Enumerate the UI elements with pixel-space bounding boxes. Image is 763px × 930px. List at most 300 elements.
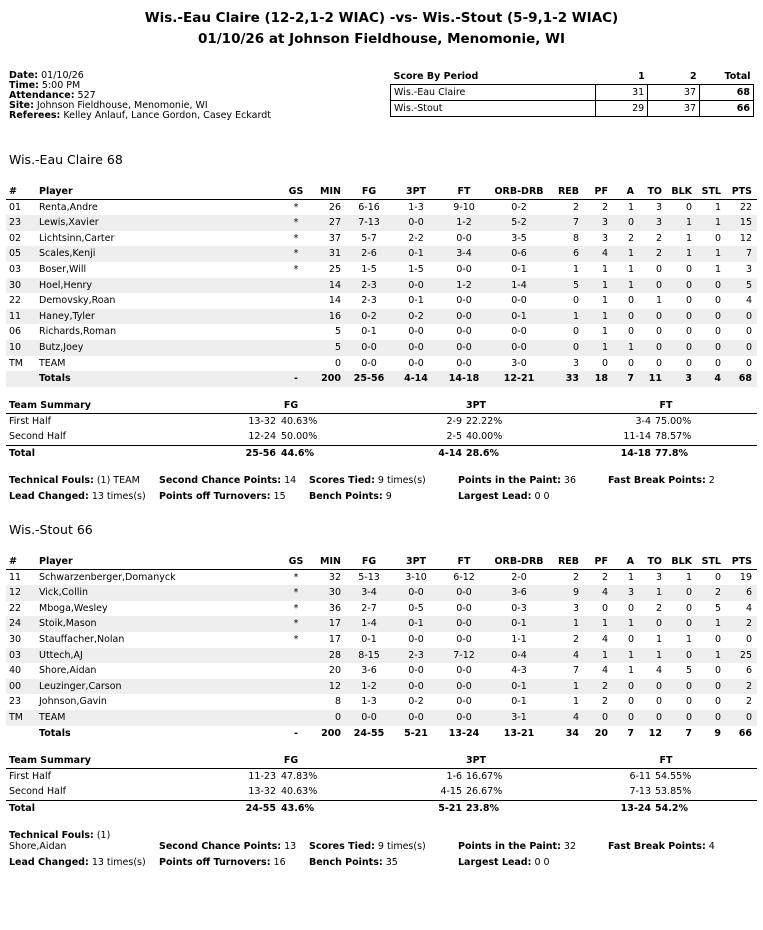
cell-min: 17 <box>328 633 341 645</box>
cell-ft: 14-18 <box>448 373 480 385</box>
cell-3pt: 0-1 <box>408 618 424 630</box>
summary-3pt-header: 3PT <box>465 400 487 411</box>
cell-to: 3 <box>655 217 662 229</box>
cell-min: 26 <box>328 201 341 213</box>
cell-pts: 0 <box>745 341 752 353</box>
cell--: 03 <box>9 263 22 275</box>
cell-ft: FT <box>457 186 471 197</box>
home-points-off-turnovers: Points off Turnovers: 15 <box>159 491 286 502</box>
cell-ft: 0-0 <box>456 665 472 677</box>
cell-pts: 2 <box>745 696 752 708</box>
cell-blk: 0 <box>685 696 692 708</box>
home-lead-changed: Lead Changed: 13 times(s) <box>9 491 146 502</box>
cell-3pt: 0-0 <box>408 279 424 291</box>
cell--: 24 <box>9 618 22 630</box>
summary-ft-pct: 78.57% <box>655 431 692 443</box>
cell-a: 1 <box>627 618 634 630</box>
cell-pf: 0 <box>601 357 608 369</box>
cell-blk: 1 <box>685 633 692 645</box>
summary-fg: 12-24 <box>248 431 276 443</box>
cell--: # <box>9 186 17 197</box>
cell-to: 0 <box>655 326 662 338</box>
cell-orb-drb: 0-0 <box>511 341 527 353</box>
cell-orb-drb: 3-0 <box>511 357 527 369</box>
cell-reb: 4 <box>572 711 579 723</box>
cell-gs: GS <box>288 186 304 197</box>
cell-3pt: 1-3 <box>408 201 424 213</box>
cell-player: Vick,Collin <box>39 587 89 599</box>
cell-orb-drb: ORB-DRB <box>494 186 544 197</box>
player-row <box>6 585 757 601</box>
cell-blk: 0 <box>685 295 692 307</box>
cell-min: 36 <box>328 602 341 614</box>
cell--: 12 <box>9 587 22 599</box>
cell-player: Butz,Joey <box>39 341 84 353</box>
cell-min: 32 <box>328 571 341 583</box>
cell-reb: 6 <box>572 248 579 260</box>
cell-pts: 4 <box>745 602 752 614</box>
cell-min: MIN <box>320 186 341 197</box>
away-lead-changed: Lead Changed: 13 times(s) <box>9 857 146 868</box>
cell-pf: 1 <box>601 649 608 661</box>
cell-reb: 1 <box>572 618 579 630</box>
cell-min: 0 <box>334 357 341 369</box>
cell-fg: 1-5 <box>361 263 377 275</box>
cell-reb: 2 <box>572 633 579 645</box>
cell--: 06 <box>9 326 22 338</box>
cell-fg: 5-13 <box>358 571 380 583</box>
cell-pts: 0 <box>745 357 752 369</box>
cell-to: 4 <box>655 665 662 677</box>
cell-3pt: 0-0 <box>408 341 424 353</box>
cell-player: Totals <box>39 373 71 385</box>
cell-to: 0 <box>655 696 662 708</box>
cell-ft: 3-4 <box>456 248 472 260</box>
cell-fg: 5-7 <box>361 232 377 244</box>
cell--: 11 <box>9 571 22 583</box>
summary-tpt-pct: 26.67% <box>466 786 503 798</box>
cell-pts: PTS <box>731 556 752 567</box>
summary-fg-pct: 40.63% <box>281 415 318 427</box>
summary-ft-header: FT <box>659 755 673 766</box>
cell-pts: 0 <box>745 633 752 645</box>
cell-to: 0 <box>655 279 662 291</box>
player-row <box>6 632 757 648</box>
cell-gs: * <box>293 587 299 599</box>
cell-3pt: 4-14 <box>404 373 428 385</box>
cell-to: 0 <box>655 310 662 322</box>
cell-gs: * <box>293 263 299 275</box>
cell-fg: 24-55 <box>353 727 385 739</box>
cell-reb: 3 <box>572 357 579 369</box>
cell--: 01 <box>9 201 22 213</box>
cell-a: 0 <box>627 602 634 614</box>
cell-fg: FG <box>361 186 377 197</box>
cell-min: 12 <box>328 680 341 692</box>
cell-a: 0 <box>627 633 634 645</box>
cell-stl: 1 <box>714 649 721 661</box>
cell-3pt: 0-0 <box>408 711 424 723</box>
cell-min: 25 <box>328 263 341 275</box>
score-by-period-table <box>390 70 754 117</box>
cell-3pt: 5-21 <box>404 727 428 739</box>
cell-pts: 6 <box>745 587 752 599</box>
cell-pts: 5 <box>745 279 752 291</box>
cell-to: 0 <box>655 680 662 692</box>
cell-pf: 1 <box>601 341 608 353</box>
away-bench-points: Bench Points: 35 <box>309 857 398 868</box>
cell-a: A <box>626 556 634 567</box>
cell-a: 0 <box>627 696 634 708</box>
cell-min: 17 <box>328 618 341 630</box>
summary-ft-pct: 54.2% <box>655 802 688 814</box>
cell-pts: 15 <box>739 217 752 229</box>
cell-blk: 0 <box>685 649 692 661</box>
cell-player: Mboga,Wesley <box>39 602 108 614</box>
summary-fg: 13-32 <box>248 415 276 427</box>
cell-player: Richards,Roman <box>39 326 117 338</box>
summary-tpt-pct: 22.22% <box>466 415 503 427</box>
cell-pts: 0 <box>745 326 752 338</box>
cell-fg: 0-0 <box>361 341 377 353</box>
cell-min: 16 <box>328 310 341 322</box>
cell-ft: 0-0 <box>456 618 472 630</box>
cell-pts: 19 <box>739 571 752 583</box>
cell-orb-drb: 0-0 <box>511 295 527 307</box>
cell-orb-drb: 4-3 <box>511 665 527 677</box>
summary-ft-pct: 53.85% <box>655 786 692 798</box>
cell-blk: 3 <box>685 373 692 385</box>
cell-a: 0 <box>627 217 634 229</box>
cell-to: 0 <box>655 357 662 369</box>
player-row <box>6 309 757 325</box>
score-row-home: Wis.-Eau Claire 31 37 68 <box>391 84 754 100</box>
cell-orb-drb: 13-21 <box>503 727 535 739</box>
cell-a: 0 <box>627 295 634 307</box>
cell-min: 5 <box>334 341 341 353</box>
cell-orb-drb: 0-0 <box>511 326 527 338</box>
cell-reb: 1 <box>572 310 579 322</box>
cell-reb: 0 <box>572 326 579 338</box>
cell-pts: 25 <box>739 649 752 661</box>
cell-stl: 0 <box>714 633 721 645</box>
cell-pts: 22 <box>739 201 752 213</box>
cell-ft: 1-2 <box>456 217 472 229</box>
away-box-score <box>6 554 757 741</box>
cell--: 02 <box>9 232 22 244</box>
cell-pf: 2 <box>601 201 608 213</box>
cell-pf: 4 <box>601 248 608 260</box>
cell-player: Schwarzenberger,Domanyck <box>39 571 176 583</box>
cell-stl: 0 <box>714 295 721 307</box>
cell--: 23 <box>9 217 22 229</box>
cell-ft: 0-0 <box>456 587 472 599</box>
cell-a: 1 <box>627 248 634 260</box>
away-team-heading: Wis.-Stout 66 <box>9 522 93 537</box>
summary-3pt-header: 3PT <box>465 755 487 766</box>
cell-player: Player <box>39 556 73 567</box>
cell-a: 7 <box>627 373 634 385</box>
cell-stl: 1 <box>714 618 721 630</box>
summary-fg: 24-55 <box>245 802 276 814</box>
cell-3pt: 0-0 <box>408 587 424 599</box>
cell-stl: 0 <box>714 665 721 677</box>
cell-reb: REB <box>557 556 579 567</box>
cell-fg: 0-1 <box>361 633 377 645</box>
cell-to: 0 <box>655 263 662 275</box>
cell-stl: 5 <box>714 602 721 614</box>
cell-3pt: 3PT <box>405 186 427 197</box>
away-second-chance: Second Chance Points: 13 <box>159 841 297 852</box>
summary-ft: 11-14 <box>623 431 651 443</box>
cell-pts: 6 <box>745 665 752 677</box>
away-technical-fouls: Technical Fouls: (1) <box>9 830 111 841</box>
cell-pf: 1 <box>601 310 608 322</box>
game-info <box>9 71 271 121</box>
cell-3pt: 2-2 <box>408 232 424 244</box>
cell-stl: 0 <box>714 696 721 708</box>
cell-blk: 5 <box>685 665 692 677</box>
summary-half-row <box>6 769 757 785</box>
cell-reb: 7 <box>572 665 579 677</box>
cell-a: 0 <box>627 326 634 338</box>
cell-to: 0 <box>655 711 662 723</box>
cell-ft: 0-0 <box>456 602 472 614</box>
game-subtitle: 01/10/26 at Johnson Fieldhouse, Menomonie, WI <box>197 31 566 47</box>
cell-a: 1 <box>627 263 634 275</box>
summary-label: Second Half <box>9 431 66 443</box>
cell-reb: 0 <box>572 341 579 353</box>
cell-blk: 0 <box>685 680 692 692</box>
cell-min: 200 <box>321 727 341 739</box>
cell-fg: 3-4 <box>361 587 377 599</box>
summary-fg-pct: 44.6% <box>281 447 314 459</box>
cell-ft: 0-0 <box>456 263 472 275</box>
referees-line: Referees: Kelley Anlauf, Lance Gordon, Casey Eckardt <box>9 110 271 121</box>
summary-fg-header: FG <box>283 400 299 411</box>
cell-orb-drb: 0-1 <box>511 263 527 275</box>
cell-pf: 1 <box>601 326 608 338</box>
away-team-summary <box>6 753 757 815</box>
cell-blk: 0 <box>685 326 692 338</box>
cell-reb: 2 <box>572 201 579 213</box>
cell-orb-drb: 3-6 <box>511 587 527 599</box>
summary-half-row <box>6 414 757 430</box>
cell-fg: 0-0 <box>361 711 377 723</box>
home-bench-points: Bench Points: 9 <box>309 491 392 502</box>
cell-ft: 0-0 <box>456 357 472 369</box>
player-row <box>6 694 757 710</box>
score-by-period-header: Score By Period 1 2 Total <box>393 71 751 83</box>
cell-orb-drb: ORB-DRB <box>494 556 544 567</box>
cell--: # <box>9 556 17 567</box>
cell-pf: 1 <box>601 279 608 291</box>
summary-tpt: 5-21 <box>438 802 462 814</box>
cell-ft: 9-10 <box>453 201 475 213</box>
cell-to: 0 <box>655 341 662 353</box>
cell-a: 1 <box>627 279 634 291</box>
cell-3pt: 0-0 <box>408 326 424 338</box>
cell-player: Player <box>39 186 73 197</box>
site-line: Site: Johnson Fieldhouse, Menomonie, WI <box>9 100 208 111</box>
time-line: Time: 5:00 PM <box>9 80 81 91</box>
cell-min: 8 <box>334 696 341 708</box>
cell--: 11 <box>9 310 22 322</box>
cell-reb: 33 <box>565 373 579 385</box>
player-row <box>6 601 757 617</box>
player-row <box>6 648 757 664</box>
cell-pf: 0 <box>601 602 608 614</box>
totals-row <box>6 726 757 742</box>
player-row <box>6 231 757 247</box>
cell-reb: 7 <box>572 217 579 229</box>
summary-label: Second Half <box>9 786 66 798</box>
cell-ft: FT <box>457 556 471 567</box>
summary-label: Total <box>9 447 35 459</box>
cell-player: Scales,Kenji <box>39 248 96 260</box>
summary-ft: 6-11 <box>629 770 651 782</box>
cell--: 30 <box>9 279 22 291</box>
player-row <box>6 663 757 679</box>
player-row <box>6 356 757 372</box>
game-title: Wis.-Eau Claire (12-2,1-2 WIAC) -vs- Wis.-Stout (5-9,1-2 WIAC) <box>144 10 619 26</box>
cell-stl: 1 <box>714 263 721 275</box>
cell-min: 37 <box>328 232 341 244</box>
cell-ft: 0-0 <box>456 633 472 645</box>
summary-label: Total <box>9 802 35 814</box>
cell-orb-drb: 3-5 <box>511 232 527 244</box>
player-row <box>6 200 757 216</box>
home-box-score <box>6 184 757 387</box>
cell-fg: 0-1 <box>361 326 377 338</box>
player-row <box>6 710 757 726</box>
cell-pf: PF <box>594 186 608 197</box>
cell-orb-drb: 2-0 <box>511 571 527 583</box>
cell-ft: 0-0 <box>456 680 472 692</box>
cell-fg: 2-3 <box>361 295 377 307</box>
cell-stl: 2 <box>714 587 721 599</box>
cell-fg: 3-6 <box>361 665 377 677</box>
cell-pf: 20 <box>594 727 608 739</box>
cell-orb-drb: 12-21 <box>503 373 535 385</box>
cell-stl: 0 <box>714 680 721 692</box>
cell-pts: 0 <box>745 310 752 322</box>
summary-total-row <box>6 445 757 461</box>
summary-label: First Half <box>9 415 51 427</box>
cell-blk: 0 <box>685 357 692 369</box>
cell-to: 3 <box>655 571 662 583</box>
cell-blk: 0 <box>685 711 692 723</box>
cell-orb-drb: 0-1 <box>511 680 527 692</box>
summary-fg: 13-32 <box>248 786 276 798</box>
cell-fg: FG <box>361 556 377 567</box>
home-scores-tied: Scores Tied: 9 times(s) <box>309 475 426 486</box>
cell-player: Uttech,AJ <box>39 649 83 661</box>
cell-to: 12 <box>648 727 662 739</box>
cell-orb-drb: 0-1 <box>511 696 527 708</box>
summary-total-row <box>6 800 757 816</box>
cell-a: 1 <box>627 201 634 213</box>
player-row <box>6 262 757 278</box>
box-header-row <box>6 554 757 570</box>
cell-gs: * <box>293 248 299 260</box>
away-scores-tied: Scores Tied: 9 times(s) <box>309 841 426 852</box>
cell-a: 0 <box>627 711 634 723</box>
cell-a: 7 <box>627 727 634 739</box>
cell-gs: * <box>293 217 299 229</box>
cell-stl: STL <box>701 556 721 567</box>
cell-pf: 2 <box>601 571 608 583</box>
cell-pf: 18 <box>594 373 608 385</box>
cell-orb-drb: 3-1 <box>511 711 527 723</box>
cell-pf: 4 <box>601 587 608 599</box>
cell-stl: 0 <box>714 711 721 723</box>
cell-pts: 0 <box>745 711 752 723</box>
cell-orb-drb: 0-4 <box>511 649 527 661</box>
cell-3pt: 0-0 <box>408 665 424 677</box>
cell-min: 30 <box>328 587 341 599</box>
cell-player: Lichtsinn,Carter <box>39 232 115 244</box>
cell-3pt: 1-5 <box>408 263 424 275</box>
cell-min: 14 <box>328 279 341 291</box>
cell-gs: * <box>293 201 299 213</box>
cell-fg: 1-2 <box>361 680 377 692</box>
cell-player: Totals <box>39 727 71 739</box>
cell-ft: 1-2 <box>456 279 472 291</box>
cell-ft: 0-0 <box>456 232 472 244</box>
away-technical-player: Shore,Aidan <box>9 841 67 852</box>
cell-3pt: 0-0 <box>408 217 424 229</box>
home-team-summary <box>6 398 757 460</box>
cell-player: Leuzinger,Carson <box>39 680 122 692</box>
cell--: 23 <box>9 696 22 708</box>
cell-3pt: 0-5 <box>408 602 424 614</box>
cell-min: 27 <box>328 217 341 229</box>
summary-header-row <box>6 398 757 414</box>
summary-fg-pct: 47.83% <box>281 770 318 782</box>
cell-blk: 1 <box>685 571 692 583</box>
cell-gs: - <box>294 727 298 739</box>
cell-fg: 0-0 <box>361 357 377 369</box>
cell-pf: 2 <box>601 696 608 708</box>
cell-orb-drb: 5-2 <box>511 217 527 229</box>
cell-stl: 0 <box>714 310 721 322</box>
cell-player: TEAM <box>39 357 66 369</box>
cell-reb: 9 <box>572 587 579 599</box>
summary-tpt-pct: 40.00% <box>466 431 503 443</box>
cell-a: 1 <box>627 649 634 661</box>
player-row <box>6 278 757 294</box>
cell-pf: 1 <box>601 618 608 630</box>
cell-stl: 0 <box>714 571 721 583</box>
cell-ft: 6-12 <box>453 571 475 583</box>
cell-player: Johnson,Gavin <box>39 696 107 708</box>
cell-to: TO <box>647 186 662 197</box>
away-points-off-turnovers: Points off Turnovers: 16 <box>159 857 286 868</box>
totals-row <box>6 371 757 387</box>
cell-3pt: 0-0 <box>408 357 424 369</box>
summary-tpt-pct: 23.8% <box>466 802 499 814</box>
cell-to: 0 <box>655 618 662 630</box>
cell-fg: 6-16 <box>358 201 380 213</box>
cell-stl: STL <box>701 186 721 197</box>
cell-reb: 2 <box>572 571 579 583</box>
cell-blk: 0 <box>685 341 692 353</box>
cell-pts: PTS <box>731 186 752 197</box>
cell-3pt: 0-1 <box>408 295 424 307</box>
cell-pts: 68 <box>738 373 752 385</box>
summary-title: Team Summary <box>9 400 91 411</box>
